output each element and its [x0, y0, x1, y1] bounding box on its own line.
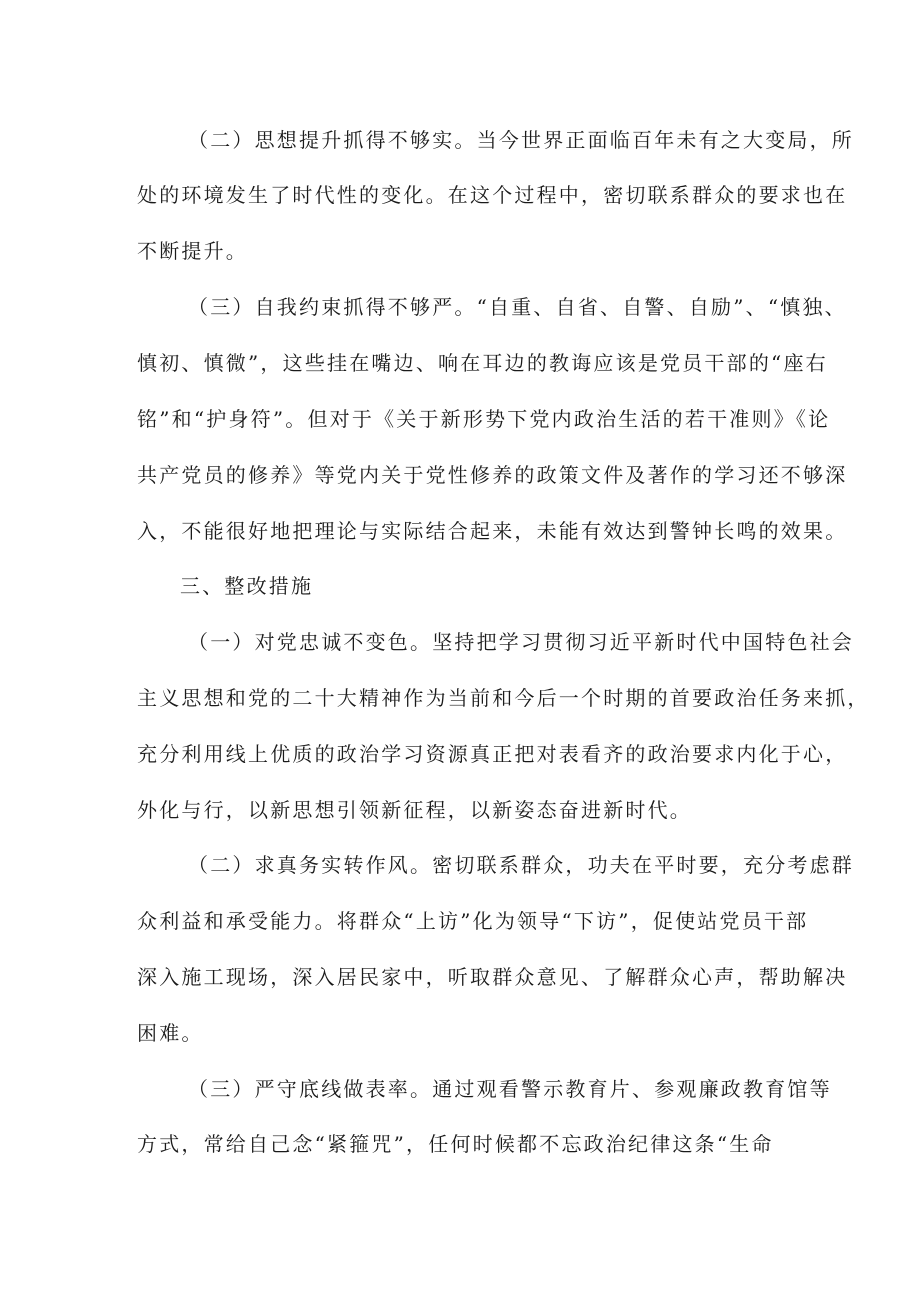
paragraph-line: 不断提升。: [137, 239, 248, 263]
paragraph-line: （一）对党忠诚不变色。坚持把学习贯彻习近平新时代中国特色社会: [188, 630, 854, 654]
paragraph-line: 深入施工现场，深入居民家中，听取群众意见、了解群众心声，帮助解决: [137, 965, 848, 989]
paragraph-line: 主义思想和党的二十大精神作为当前和今后一个时期的首要政治任务来抓，: [137, 686, 870, 710]
paragraph-line: 方式，常给自己念“紧箍咒”，任何时候都不忘政治纪律这条“生命: [137, 1132, 774, 1156]
paragraph-line: 慎初、慎微”，这些挂在嘴边、响在耳边的教诲应该是党员干部的“座右: [137, 351, 828, 375]
paragraph-line: 入，不能很好地把理论与实际结合起来，未能有效达到警钟长鸣的效果。: [137, 519, 848, 543]
paragraph-line: 处的环境发生了时代性的变化。在这个过程中，密切联系群众的要求也在: [137, 183, 848, 207]
paragraph-line: 众利益和承受能力。将群众“上访”化为领导“下访”，促使站党员干部: [137, 909, 809, 933]
paragraph-line: （三）自我约束抓得不够严。“自重、自省、自警、自励”、“慎独、: [188, 295, 847, 319]
paragraph-line: 困难。: [137, 1021, 204, 1045]
paragraph-line: （三）严守底线做表率。通过观看警示教育片、参观廉政教育馆等: [188, 1077, 832, 1101]
section-heading: 三、整改措施: [180, 574, 314, 598]
paragraph-line: （二）思想提升抓得不够实。当今世界正面临百年未有之大变局，所: [188, 128, 854, 152]
paragraph-line: （二）求真务实转作风。密切联系群众，功夫在平时要，充分考虑群: [188, 853, 854, 877]
paragraph-line: 外化与行，以新思想引领新征程，以新姿态奋进新时代。: [137, 798, 692, 822]
paragraph-line: 充分利用线上优质的政治学习资源真正把对表看齐的政治要求内化于心，: [137, 742, 848, 766]
paragraph-line: 共产党员的修养》等党内关于党性修养的政策文件及著作的学习还不够深: [137, 463, 848, 487]
paragraph-line: 铭”和“护身符”。但对于《关于新形势下党内政治生活的若干准则》《论: [137, 407, 831, 431]
